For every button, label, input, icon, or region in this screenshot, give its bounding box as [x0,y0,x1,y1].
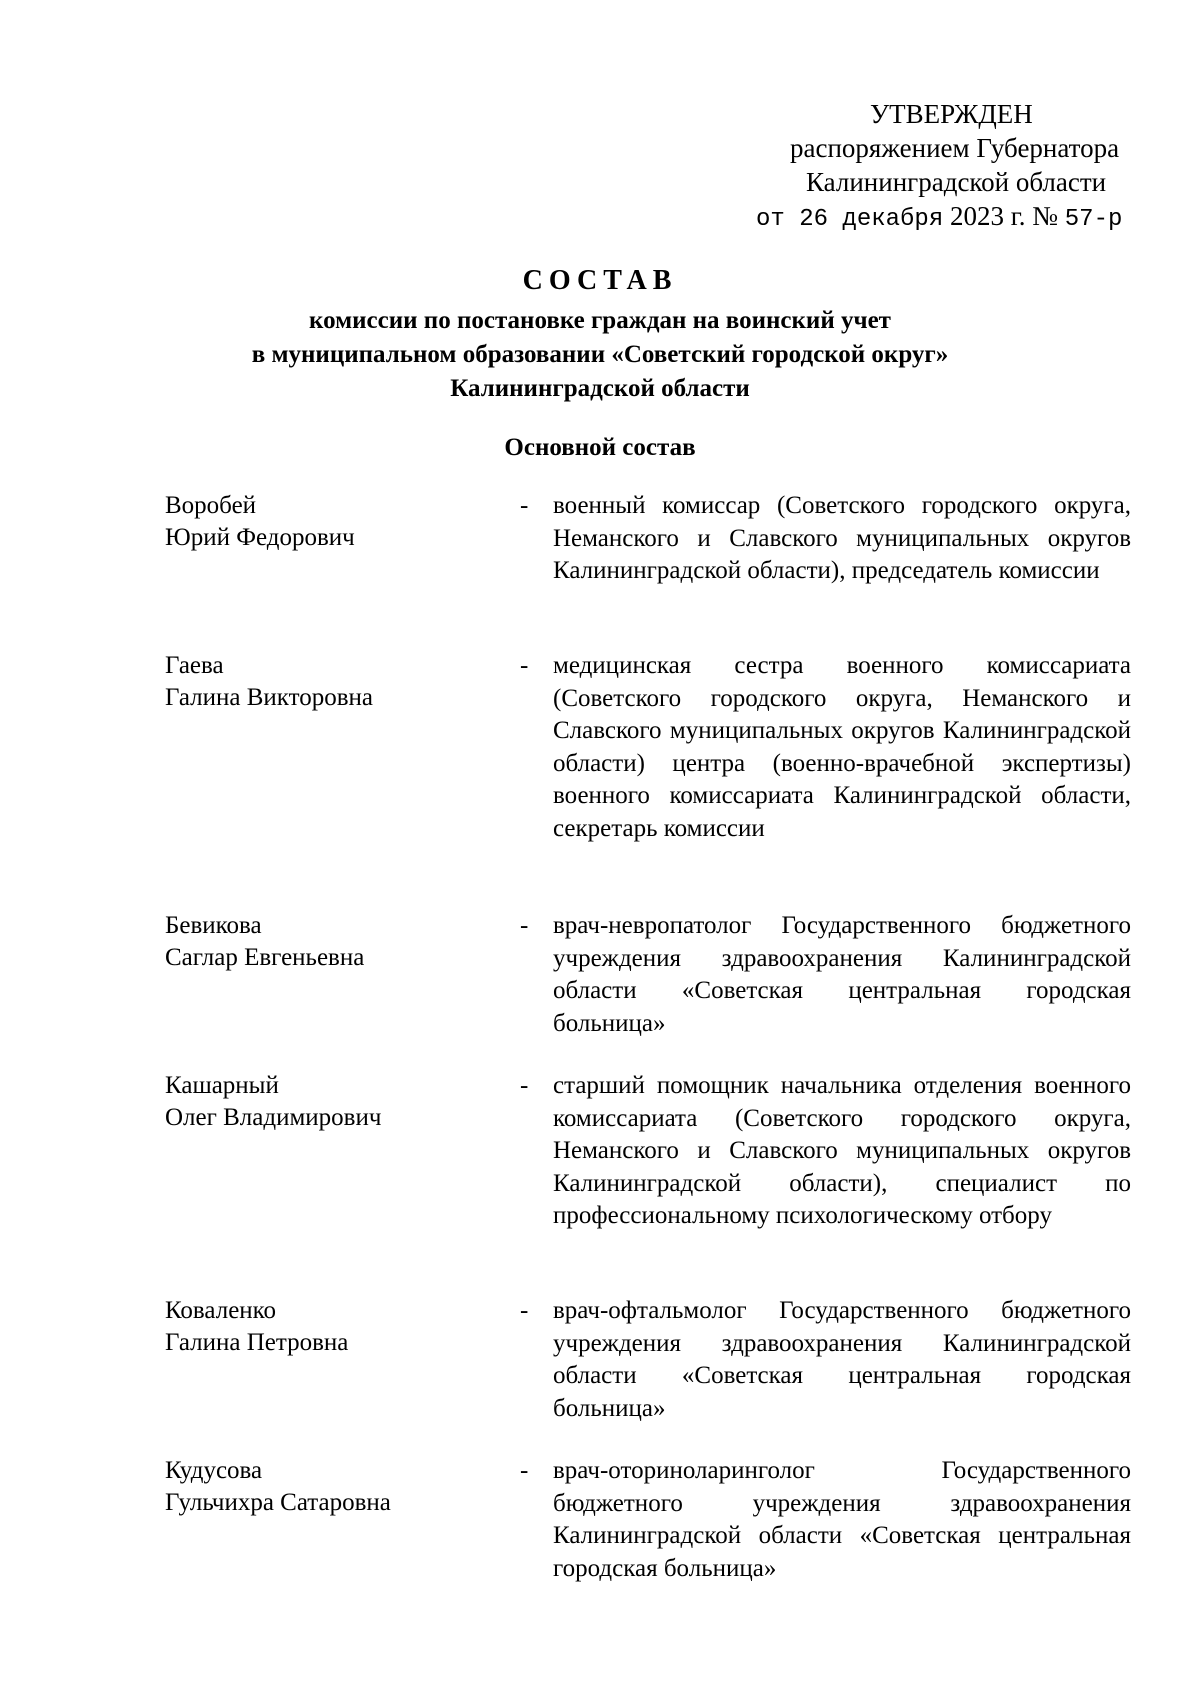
document-subtitle-line-1: комиссии по постановке граждан на воинский учет [309,307,891,334]
member-given-names: Галина Викторовна [165,684,373,711]
member-dash: - [520,1457,529,1484]
member-given-names: Юрий Федорович [165,524,355,551]
member-surname: Бевикова [165,912,262,939]
member-dash: - [520,492,529,519]
member-dash: - [520,1072,529,1099]
member-role: медицинская сестра военного комиссариата (Советского городского округа, Неманского и Славского муниципальных округов Калининградской области) центра (военно-врачебной экспертизы) военного комиссариата Калининградской области, секретарь комиссии [553,652,1131,842]
approval-order-line: распоряжением Губернатора [790,133,1120,163]
member-surname: Кашарный [165,1072,279,1099]
member-role: военный комиссар (Советского городского округа, Неманского и Славского муниципальных округов Калининградской области), председатель комиссии [553,492,1131,584]
member-surname: Коваленко [165,1297,277,1324]
member-role: врач-невропатолог Государственного бюджетного учреждения здравоохранения Калининградской области «Советская центральная городская больница» [553,912,1131,1037]
member-given-names: Гульчихра Сатаровна [165,1489,391,1516]
member-given-names: Саглар Евгеньевна [165,944,365,971]
member-dash: - [520,1297,529,1324]
member-surname: Воробей [165,492,257,519]
member-role: врач-офтальмолог Государственного бюджетного учреждения здравоохранения Калининградской области «Советская центральная городская больница» [553,1297,1131,1422]
approval-date-line [756,200,1122,236]
member-given-names: Олег Владимирович [165,1104,382,1131]
approval-number: 57-р [1064,206,1123,233]
member-name [165,1295,495,1359]
member-name [165,650,495,714]
section-heading: Основной состав [504,434,696,461]
document-subtitle-line-3: Калининградской области [450,375,750,402]
member-name [165,1455,495,1519]
member-name [165,1070,495,1134]
member-given-names: Галина Петровна [165,1329,349,1356]
member-dash: - [520,652,529,679]
approval-heading: УТВЕРЖДЕН [870,99,1033,129]
member-surname: Кудусова [165,1457,263,1484]
approval-year: 2023 г. № [949,201,1059,231]
document-subtitle-line-2: в муниципальном образовании «Советский городской округ» [251,341,949,368]
member-name [165,490,495,554]
approval-date: от 26 декабря [756,206,944,233]
member-role: врач-оториноларинголог Государственного бюджетного учреждения здравоохранения Калининградской области «Советская центральная городская больница» [553,1457,1131,1582]
approval-region-line: Калининградской области [806,167,1107,197]
document-title: СОСТАВ [522,265,678,296]
member-dash: - [520,912,529,939]
member-role: старший помощник начальника отделения военного комиссариата (Советского городского округа, Неманского и Славского муниципальных округов Калининградской области), специалист по профессиональному психологическому отбору [553,1072,1131,1229]
member-name [165,910,495,974]
member-surname: Гаева [165,652,224,679]
